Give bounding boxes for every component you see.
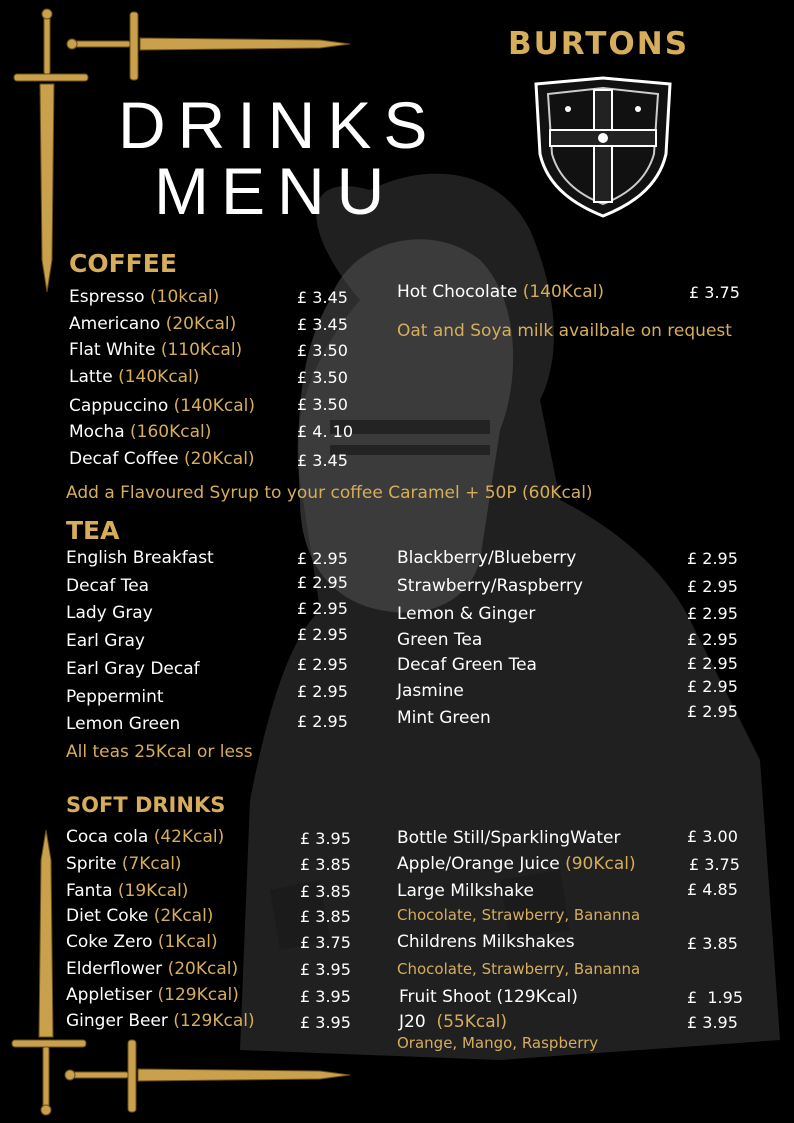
soft-drink-price: £ 3.95: [300, 829, 351, 848]
soft-drink-item: Large Milkshake: [397, 881, 534, 901]
soft-drink-item: Elderflower (20Kcal): [66, 959, 239, 979]
tea-price: £ 2.95: [687, 702, 738, 721]
milk-note: Oat and Soya milk availbale on request: [397, 321, 732, 341]
coffee-item: Espresso (10kcal): [69, 287, 220, 307]
soft-drink-price: £ 3.00: [687, 827, 738, 846]
tea-item: Mint Green: [397, 708, 491, 728]
tea-item: Earl Gray: [66, 631, 145, 651]
tea-item: Lemon & Ginger: [397, 604, 536, 624]
soft-drink-price: £ 1.95: [687, 988, 743, 1007]
coffee-heading: COFFEE: [69, 249, 177, 278]
tea-price: £ 2.95: [297, 682, 348, 701]
milkshake-flavours: Chocolate, Strawberry, Bananna: [397, 906, 641, 924]
tea-price: £ 2.95: [687, 577, 738, 596]
coffee-item: Mocha (160Kcal): [69, 422, 212, 442]
tea-price: £ 2.95: [687, 549, 738, 568]
tea-price: £ 2.95: [297, 712, 348, 731]
tea-item: Jasmine: [397, 681, 464, 701]
tea-item: Blackberry/Blueberry: [397, 548, 577, 568]
soft-drink-item: Coca cola (42Kcal): [66, 827, 225, 847]
soft-drink-item: Bottle Still/SparklingWater: [397, 828, 621, 848]
soft-drink-price: £ 3.85: [300, 907, 351, 926]
soft-drink-item: Childrens Milkshakes: [397, 932, 575, 952]
tea-item: Decaf Green Tea: [397, 655, 537, 675]
tea-item: Peppermint: [66, 687, 164, 707]
tea-price: £ 2.95: [687, 654, 738, 673]
hot-chocolate-item: Hot Chocolate (140Kcal): [397, 282, 605, 302]
tea-price: £ 2.95: [687, 677, 738, 696]
soft-drink-price: £ 3.75: [300, 933, 351, 952]
tea-item: Lady Gray: [66, 603, 153, 623]
brand-name: BURTONS: [508, 26, 690, 62]
coffee-price: £ 3.50: [297, 341, 348, 360]
soft-drink-price: £ 3.95: [687, 1013, 738, 1032]
tea-heading: TEA: [66, 516, 120, 545]
title-line-1: DRINKS: [118, 88, 440, 162]
soft-drink-item: Fruit Shoot (129Kcal): [399, 987, 578, 1007]
coffee-price: £ 3.45: [297, 288, 348, 307]
tea-item: Green Tea: [397, 630, 483, 650]
coffee-item: Americano (20Kcal): [69, 314, 237, 334]
soft-drink-item: Appletiser (129Kcal): [66, 985, 239, 1005]
tea-price: £ 2.95: [297, 549, 348, 568]
soft-drink-price: £ 3.85: [300, 855, 351, 874]
soft-drink-item: Fanta (19Kcal): [66, 881, 189, 901]
coffee-price: £ 3.50: [297, 368, 348, 387]
soft-drink-item: Sprite (7Kcal): [66, 854, 182, 874]
tea-price: £ 2.95: [297, 655, 348, 674]
tea-price: £ 2.95: [297, 573, 348, 592]
tea-item: Decaf Tea: [66, 576, 150, 596]
tea-item: Earl Gray Decaf: [66, 659, 200, 679]
coffee-price: £ 4. 10: [297, 422, 353, 441]
soft-drink-price: £ 3.85: [300, 882, 351, 901]
milkshake-flavours: Chocolate, Strawberry, Bananna: [397, 960, 641, 978]
soft-drink-item: Ginger Beer (129Kcal): [66, 1011, 255, 1031]
coffee-item: Flat White (110Kcal): [69, 340, 243, 360]
tea-item: Strawberry/Raspberry: [397, 576, 583, 596]
tea-item: Lemon Green: [66, 714, 181, 734]
title-line-2: MENU: [154, 154, 397, 228]
soft-drink-price: £ 3.95: [300, 1013, 351, 1032]
tea-price: £ 2.95: [687, 604, 738, 623]
tea-note: All teas 25Kcal or less: [66, 742, 253, 762]
soft-drink-item: Diet Coke (2Kcal): [66, 906, 214, 926]
shield-icon: [528, 74, 678, 224]
coffee-price: £ 3.50: [297, 395, 348, 414]
soft-drinks-heading: SOFT DRINKS: [66, 793, 226, 817]
soft-drink-price: £ 3.95: [300, 987, 351, 1006]
soft-drink-price: £ 3.75: [689, 855, 740, 874]
j20-flavours: Orange, Mango, Raspberry: [397, 1034, 599, 1052]
hot-chocolate-price: £ 3.75: [689, 283, 740, 302]
coffee-item: Decaf Coffee (20Kcal): [69, 449, 255, 469]
soft-drink-price: £ 3.85: [687, 934, 738, 953]
soft-drink-price: £ 3.95: [300, 960, 351, 979]
tea-price: £ 2.95: [687, 630, 738, 649]
soft-drink-item: Apple/Orange Juice (90Kcal): [397, 854, 636, 874]
tea-item: English Breakfast: [66, 548, 214, 568]
coffee-price: £ 3.45: [297, 315, 348, 334]
tea-price: £ 2.95: [297, 625, 348, 644]
soft-drink-item: Coke Zero (1Kcal): [66, 932, 218, 952]
coffee-item: Latte (140Kcal): [69, 367, 200, 387]
soft-drink-item: J20 (55Kcal): [399, 1012, 507, 1032]
coffee-item: Cappuccino (140Kcal): [69, 396, 256, 416]
tea-price: £ 2.95: [297, 599, 348, 618]
coffee-price: £ 3.45: [297, 451, 348, 470]
syrup-note: Add a Flavoured Syrup to your coffee Caramel + 50P (60Kcal): [66, 483, 593, 503]
soft-drink-price: £ 4.85: [687, 880, 738, 899]
